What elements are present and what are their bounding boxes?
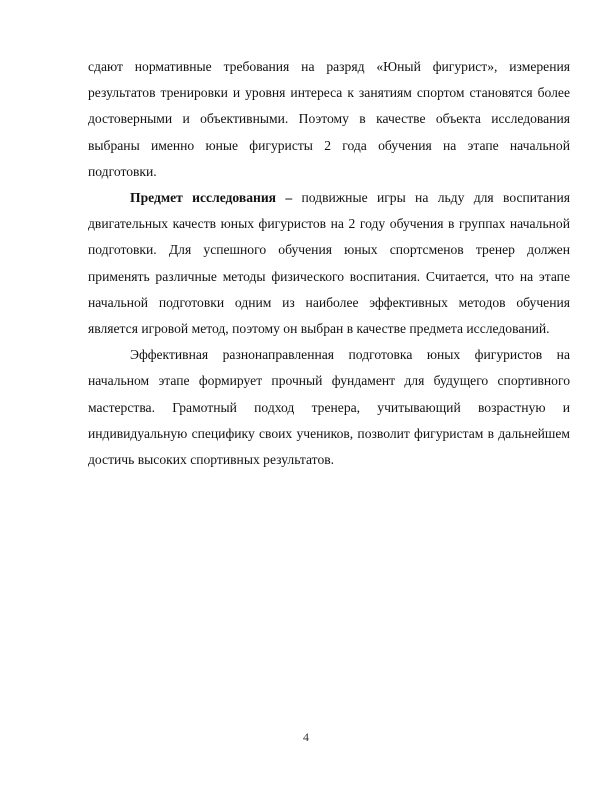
paragraph-text: подвижные игры на льду для воспитания двигательных качеств юных фигуристов на 2 году обучения в группах начальной подготовки. Для успешного обучения юных спортсменов тренер должен применять различные методы физического воспитания. Считается, что на этапе начальной подготовки одним из наиболее эффективных методов обучения является игровой метод, поэтому он выбран в качестве предмета исследований. xyxy=(88,190,570,337)
paragraph-research-subject xyxy=(88,185,570,342)
paragraph-text: сдают нормативные требования на разряд «Юный фигурист», измерения результатов тренировки и уровня интереса к занятиям спортом становятся более достоверными и объективными. Поэтому в качестве объекта исследования выбраны именно юные фигуристы 2 года обучения на этапе начальной подготовки. xyxy=(88,59,570,179)
text-body xyxy=(88,54,570,473)
paragraph-conclusion xyxy=(88,342,570,473)
paragraph-text: Эффективная разнонаправленная подготовка юных фигуристов на начальном этапе формирует прочный фундамент для будущего спортивного мастерства. Грамотный подход тренера, учитывающий возрастную и индивидуальную специфику своих учеников, позволит фигуристам в дальнейшем достичь высоких спортивных результатов. xyxy=(88,347,570,468)
paragraph-lead-bold: Предмет исследования – xyxy=(130,190,293,206)
page-number: 4 xyxy=(303,730,309,744)
paragraph-continuation xyxy=(88,54,570,185)
